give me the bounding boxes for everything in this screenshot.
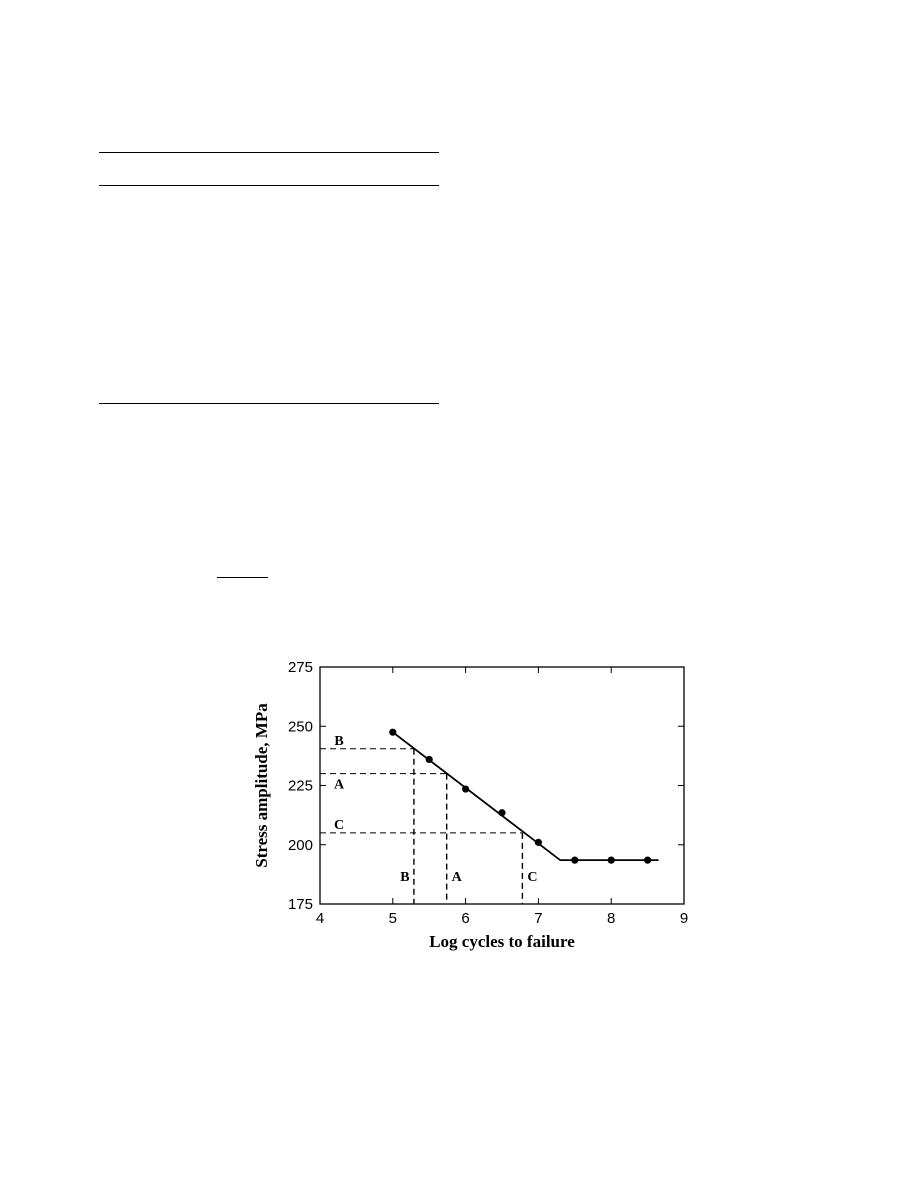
guide-label-cycles-B: B	[400, 870, 410, 885]
data-point	[608, 857, 615, 864]
guide-label-cycles-C: C	[527, 870, 538, 885]
guide-label-stress-B: B	[334, 733, 344, 749]
data-series	[389, 729, 658, 864]
y-axis-title: Stress amplitude, MPa	[252, 703, 271, 868]
x-tick-label: 6	[461, 910, 470, 927]
y-tick-label: 275	[287, 659, 313, 676]
data-point	[462, 785, 469, 792]
x-tick-label: 5	[388, 910, 397, 927]
plot-frame	[320, 667, 684, 904]
data-point	[426, 756, 433, 763]
data-point	[535, 839, 542, 846]
guide-label-stress-A: A	[333, 777, 345, 793]
data-point	[644, 857, 651, 864]
guide-label-stress-C: C	[333, 817, 345, 833]
y-tick-label: 250	[287, 718, 313, 736]
x-tick-label: 8	[607, 910, 616, 927]
y-tick-label: 200	[287, 836, 313, 854]
data-point	[498, 809, 505, 816]
data-point	[389, 729, 396, 736]
fit-line	[393, 732, 659, 860]
y-tick-label: 175	[287, 896, 313, 913]
y-tick-label: 225	[287, 777, 313, 795]
y-axis	[288, 659, 684, 913]
x-tick-label: 7	[534, 910, 543, 927]
x-tick-label: 9	[679, 910, 689, 927]
guide-label-cycles-A: A	[451, 870, 462, 885]
x-axis	[316, 667, 688, 927]
plot-area	[320, 667, 684, 904]
x-tick-label: 4	[315, 910, 325, 927]
x-axis-title: Log cycles to failure	[429, 932, 575, 951]
data-point	[571, 857, 578, 864]
